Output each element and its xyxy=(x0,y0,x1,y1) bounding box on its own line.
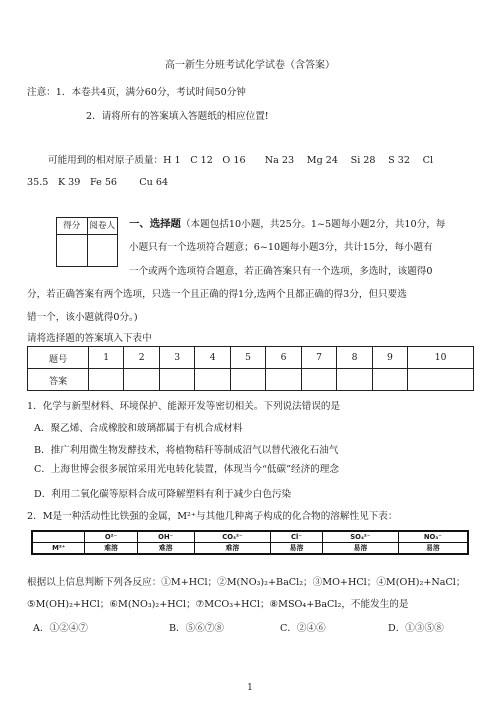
section1-heading: 一、选择题 xyxy=(129,218,181,230)
anion-header: O²⁻ xyxy=(85,531,137,543)
answer-cell[interactable] xyxy=(301,369,336,391)
solubility-table xyxy=(31,530,469,555)
anion-header: NO₃⁻ xyxy=(398,531,468,543)
solubility-corner-cell xyxy=(32,531,85,543)
answer-table-prompt: 请将选择题的答案填入下表中 xyxy=(27,333,152,344)
solubility-value: 易溶 xyxy=(398,543,468,555)
q2-option-b: B．⑤⑥⑦⑧ xyxy=(169,623,225,634)
q1-option-c: C．上海世博会很多展馆采用光电转化装置，体现当今“低碳”经济的理念 xyxy=(34,464,339,475)
page-title: 高一新生分班考试化学试卷（含答案） xyxy=(165,60,335,71)
q2-reactions-line-1: 根据以上信息判断下列各反应：①M+HCl；②M(NO₃)₂+BaCl₂；③MO+HCl；④M(OH)₂+NaCl； xyxy=(27,577,466,588)
section1-line1-rest: （本题包括10小题，共25分。1~5题每小题2分，共10分，每 xyxy=(180,219,446,230)
answer-table xyxy=(27,346,474,391)
solubility-value: 难溶 xyxy=(137,543,194,555)
question-number: 7 xyxy=(301,347,336,369)
question-number: 10 xyxy=(408,347,474,369)
solubility-value: 难溶 xyxy=(85,543,137,555)
anion-header: CO₃²⁻ xyxy=(194,531,270,543)
answer-cell[interactable] xyxy=(337,369,372,391)
section1-line-1 xyxy=(129,215,445,230)
answer-cell[interactable] xyxy=(89,369,124,391)
question-number: 2 xyxy=(124,347,159,369)
section1-line-4: 分，若正确答案有两个选项，只选一个且正确的得1分,选两个且都正确的得3分，但只要选 xyxy=(27,289,407,300)
question-number: 1 xyxy=(89,347,124,369)
question-number-label: 题号 xyxy=(28,347,89,369)
reviewer-input-cell[interactable] xyxy=(87,235,118,267)
section1-line-5: 错一个，该小题就得0分。) xyxy=(27,312,138,323)
answer-cell[interactable] xyxy=(124,369,159,391)
solubility-value: 易溶 xyxy=(270,543,322,555)
answer-cell[interactable] xyxy=(408,369,474,391)
note-2: 2．请将所有的答案填入答题纸的相应位置! xyxy=(86,111,269,122)
score-box xyxy=(56,217,118,267)
answer-table-row-numbers xyxy=(28,347,474,369)
answer-cell[interactable] xyxy=(159,369,194,391)
q1-option-d: D．利用二氧化碳等原料合成可降解塑料有利于减少白色污染 xyxy=(34,489,292,500)
q1-option-a: A．聚乙烯、合成橡胶和玻璃都属于有机合成材料 xyxy=(34,423,243,434)
q2-option-d: D．①③⑤⑧ xyxy=(388,623,444,634)
question-number: 8 xyxy=(337,347,372,369)
answer-table-row-answers xyxy=(28,369,474,391)
page-number: 1 xyxy=(247,683,253,693)
q2-option-c: C．②④⑥ xyxy=(280,623,326,634)
q2-reactions-line-2: ⑤M(OH)₂+HCl；⑥M(NO₃)₂+HCl；⑦MCO₃+HCl；⑧MSO₄+BaCl₂，不能发生的是 xyxy=(27,599,409,610)
section1-line-3: 一个或两个选项符合题意，若正确答案只有一个选项，多选时，该题得0 xyxy=(129,266,433,277)
section1-line-2: 小题只有一个选项符合题意；6~10题每小题3分，共计15分，每小题有 xyxy=(129,242,433,253)
answer-cell[interactable] xyxy=(372,369,407,391)
q1-stem: 1．化学与新型材料、环境保护、能源开发等密切相关。下列说法错误的是 xyxy=(27,401,341,412)
answer-cell[interactable] xyxy=(266,369,301,391)
solubility-value: 难溶 xyxy=(194,543,270,555)
anion-header: OH⁻ xyxy=(137,531,194,543)
question-number: 4 xyxy=(195,347,230,369)
q2-option-a: A．①②④⑦ xyxy=(33,623,88,634)
solubility-value: 易溶 xyxy=(323,543,399,555)
score-input-cell[interactable] xyxy=(57,235,87,267)
answer-cell[interactable] xyxy=(230,369,265,391)
answer-label: 答案 xyxy=(28,369,89,391)
reviewer-label: 阅卷人 xyxy=(87,218,118,234)
answer-cell[interactable] xyxy=(195,369,230,391)
note-1: 注意：1．本卷共4页，满分60分，考试时间50分钟 xyxy=(27,87,246,98)
solubility-value-row xyxy=(32,543,468,555)
anion-header: SO₄²⁻ xyxy=(323,531,399,543)
question-number: 9 xyxy=(372,347,407,369)
cation-label: M²⁺ xyxy=(32,543,85,555)
question-number: 3 xyxy=(159,347,194,369)
question-number: 6 xyxy=(266,347,301,369)
solubility-anion-row xyxy=(32,531,468,543)
anion-header: Cl⁻ xyxy=(270,531,322,543)
score-label: 得分 xyxy=(63,221,81,231)
atomic-mass-line-2: 35.5 K 39 Fe 56 Cu 64 xyxy=(27,177,169,188)
q1-option-b: B．推广利用微生物发酵技术，将植物秸秆等制成沼气以替代液化石油气 xyxy=(34,445,339,456)
question-number: 5 xyxy=(230,347,265,369)
q2-stem: 2．M是一种活动性比铁强的金属，M²⁺与其他几种离子构成的化合物的溶解性见下表： xyxy=(27,511,398,522)
atomic-mass-line-1: 可能用到的相对原子质量：H 1 C 12 O 16 Na 23 Mg 24 Si 28 S 32 Cl xyxy=(48,155,434,166)
